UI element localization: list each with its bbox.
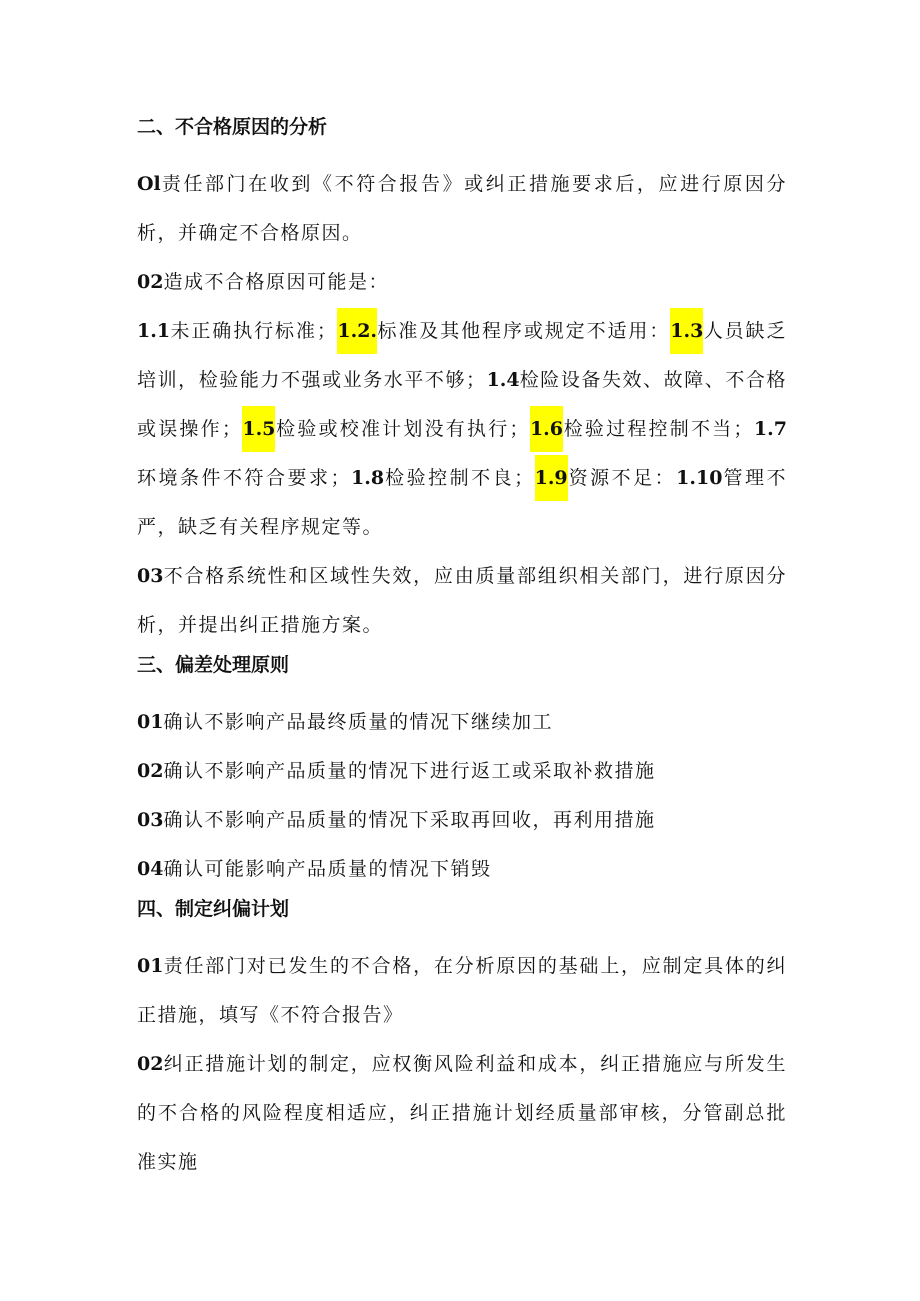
item-number: Ol xyxy=(137,173,161,195)
cause-text: 检验控制不良； xyxy=(384,467,535,489)
item-text: 确认不影响产品质量的情况下采取再回收，再利用措施 xyxy=(163,809,656,831)
item-text: 纠正措施计划的制定，应权衡风险利益和成本，纠正措施应与所发生的不合格的风险程度相适应，纠正措施计划经质量部审核，分管副总批准实施 xyxy=(137,1053,787,1173)
item-text: 确认不影响产品质量的情况下进行返工或采取补救措施 xyxy=(163,760,656,782)
item-text: 责任部门在收到《不符合报告》或纠正措施要求后，应进行原因分析，并确定不合格原因。 xyxy=(137,173,787,244)
cause-number-highlighted: 1.3 xyxy=(670,308,703,354)
item-text: 不合格系统性和区域性失效，应由质量部组织相关部门，进行原因分析，并提出纠正措施方案。 xyxy=(137,565,787,636)
item-number: 01 xyxy=(137,955,164,977)
cause-number: 1.10 xyxy=(676,467,723,489)
cause-number-highlighted: 1.2. xyxy=(337,308,377,354)
section-2-heading: 二、不合格原因的分析 xyxy=(137,116,328,138)
cause-text: 标准及其他程序或规定不适用： xyxy=(377,320,671,342)
document-content xyxy=(137,112,787,1187)
cause-number: 1.4 xyxy=(486,369,520,391)
item-text: 造成不合格原因可能是： xyxy=(163,271,389,293)
section-3-item-3 xyxy=(137,796,787,845)
cause-number: 1.7 xyxy=(753,418,787,440)
item-number: 02 xyxy=(137,1053,164,1075)
cause-number: 1.1 xyxy=(137,320,171,342)
cause-text: 管理不严，缺乏有关程序规定等。 xyxy=(137,467,787,538)
item-number: 03 xyxy=(137,565,164,587)
cause-text: 检验或校准计划没有执行； xyxy=(275,418,530,440)
cause-text: 未正确执行标准； xyxy=(170,320,338,342)
cause-number-highlighted: 1.6 xyxy=(530,406,563,452)
section-2-paragraph-1 xyxy=(137,160,787,258)
section-4-paragraph-2 xyxy=(137,1040,787,1187)
item-number: 03 xyxy=(137,809,164,831)
item-number: 02 xyxy=(137,760,164,782)
section-2-paragraph-2 xyxy=(137,258,787,307)
section-2-cause-list xyxy=(137,307,787,552)
item-number: 04 xyxy=(137,858,164,880)
cause-text: 环境条件不符合要求； xyxy=(137,467,352,489)
cause-text: 检险设备失效、故障、不合格或误操作； xyxy=(137,369,787,440)
cause-number-highlighted: 1.9 xyxy=(535,455,568,501)
section-3-heading: 三、偏差处理原则 xyxy=(137,654,290,676)
cause-number-highlighted: 1.5 xyxy=(242,406,275,452)
cause-text: 检验过程控制不当； xyxy=(563,418,754,440)
item-text: 确认可能影响产品质量的情况下销毁 xyxy=(163,858,492,880)
section-3-item-4 xyxy=(137,845,787,894)
section-2-paragraph-4 xyxy=(137,552,787,650)
section-4-paragraph-1 xyxy=(137,942,787,1040)
section-3-item-1 xyxy=(137,698,787,747)
cause-text: 资源不足： xyxy=(567,467,677,489)
cause-text: 人员缺乏培训，检验能力不强或业务水平不够； xyxy=(137,320,787,391)
item-text: 确认不影响产品最终质量的情况下继续加工 xyxy=(163,711,553,733)
item-number: 01 xyxy=(137,711,164,733)
item-text: 责任部门对已发生的不合格，在分析原因的基础上，应制定具体的纠正措施，填写《不符合报告》 xyxy=(137,955,787,1026)
section-4-heading: 四、制定纠偏计划 xyxy=(137,898,290,920)
cause-number: 1.8 xyxy=(351,467,385,489)
section-3-item-2 xyxy=(137,747,787,796)
item-number: 02 xyxy=(137,271,164,293)
